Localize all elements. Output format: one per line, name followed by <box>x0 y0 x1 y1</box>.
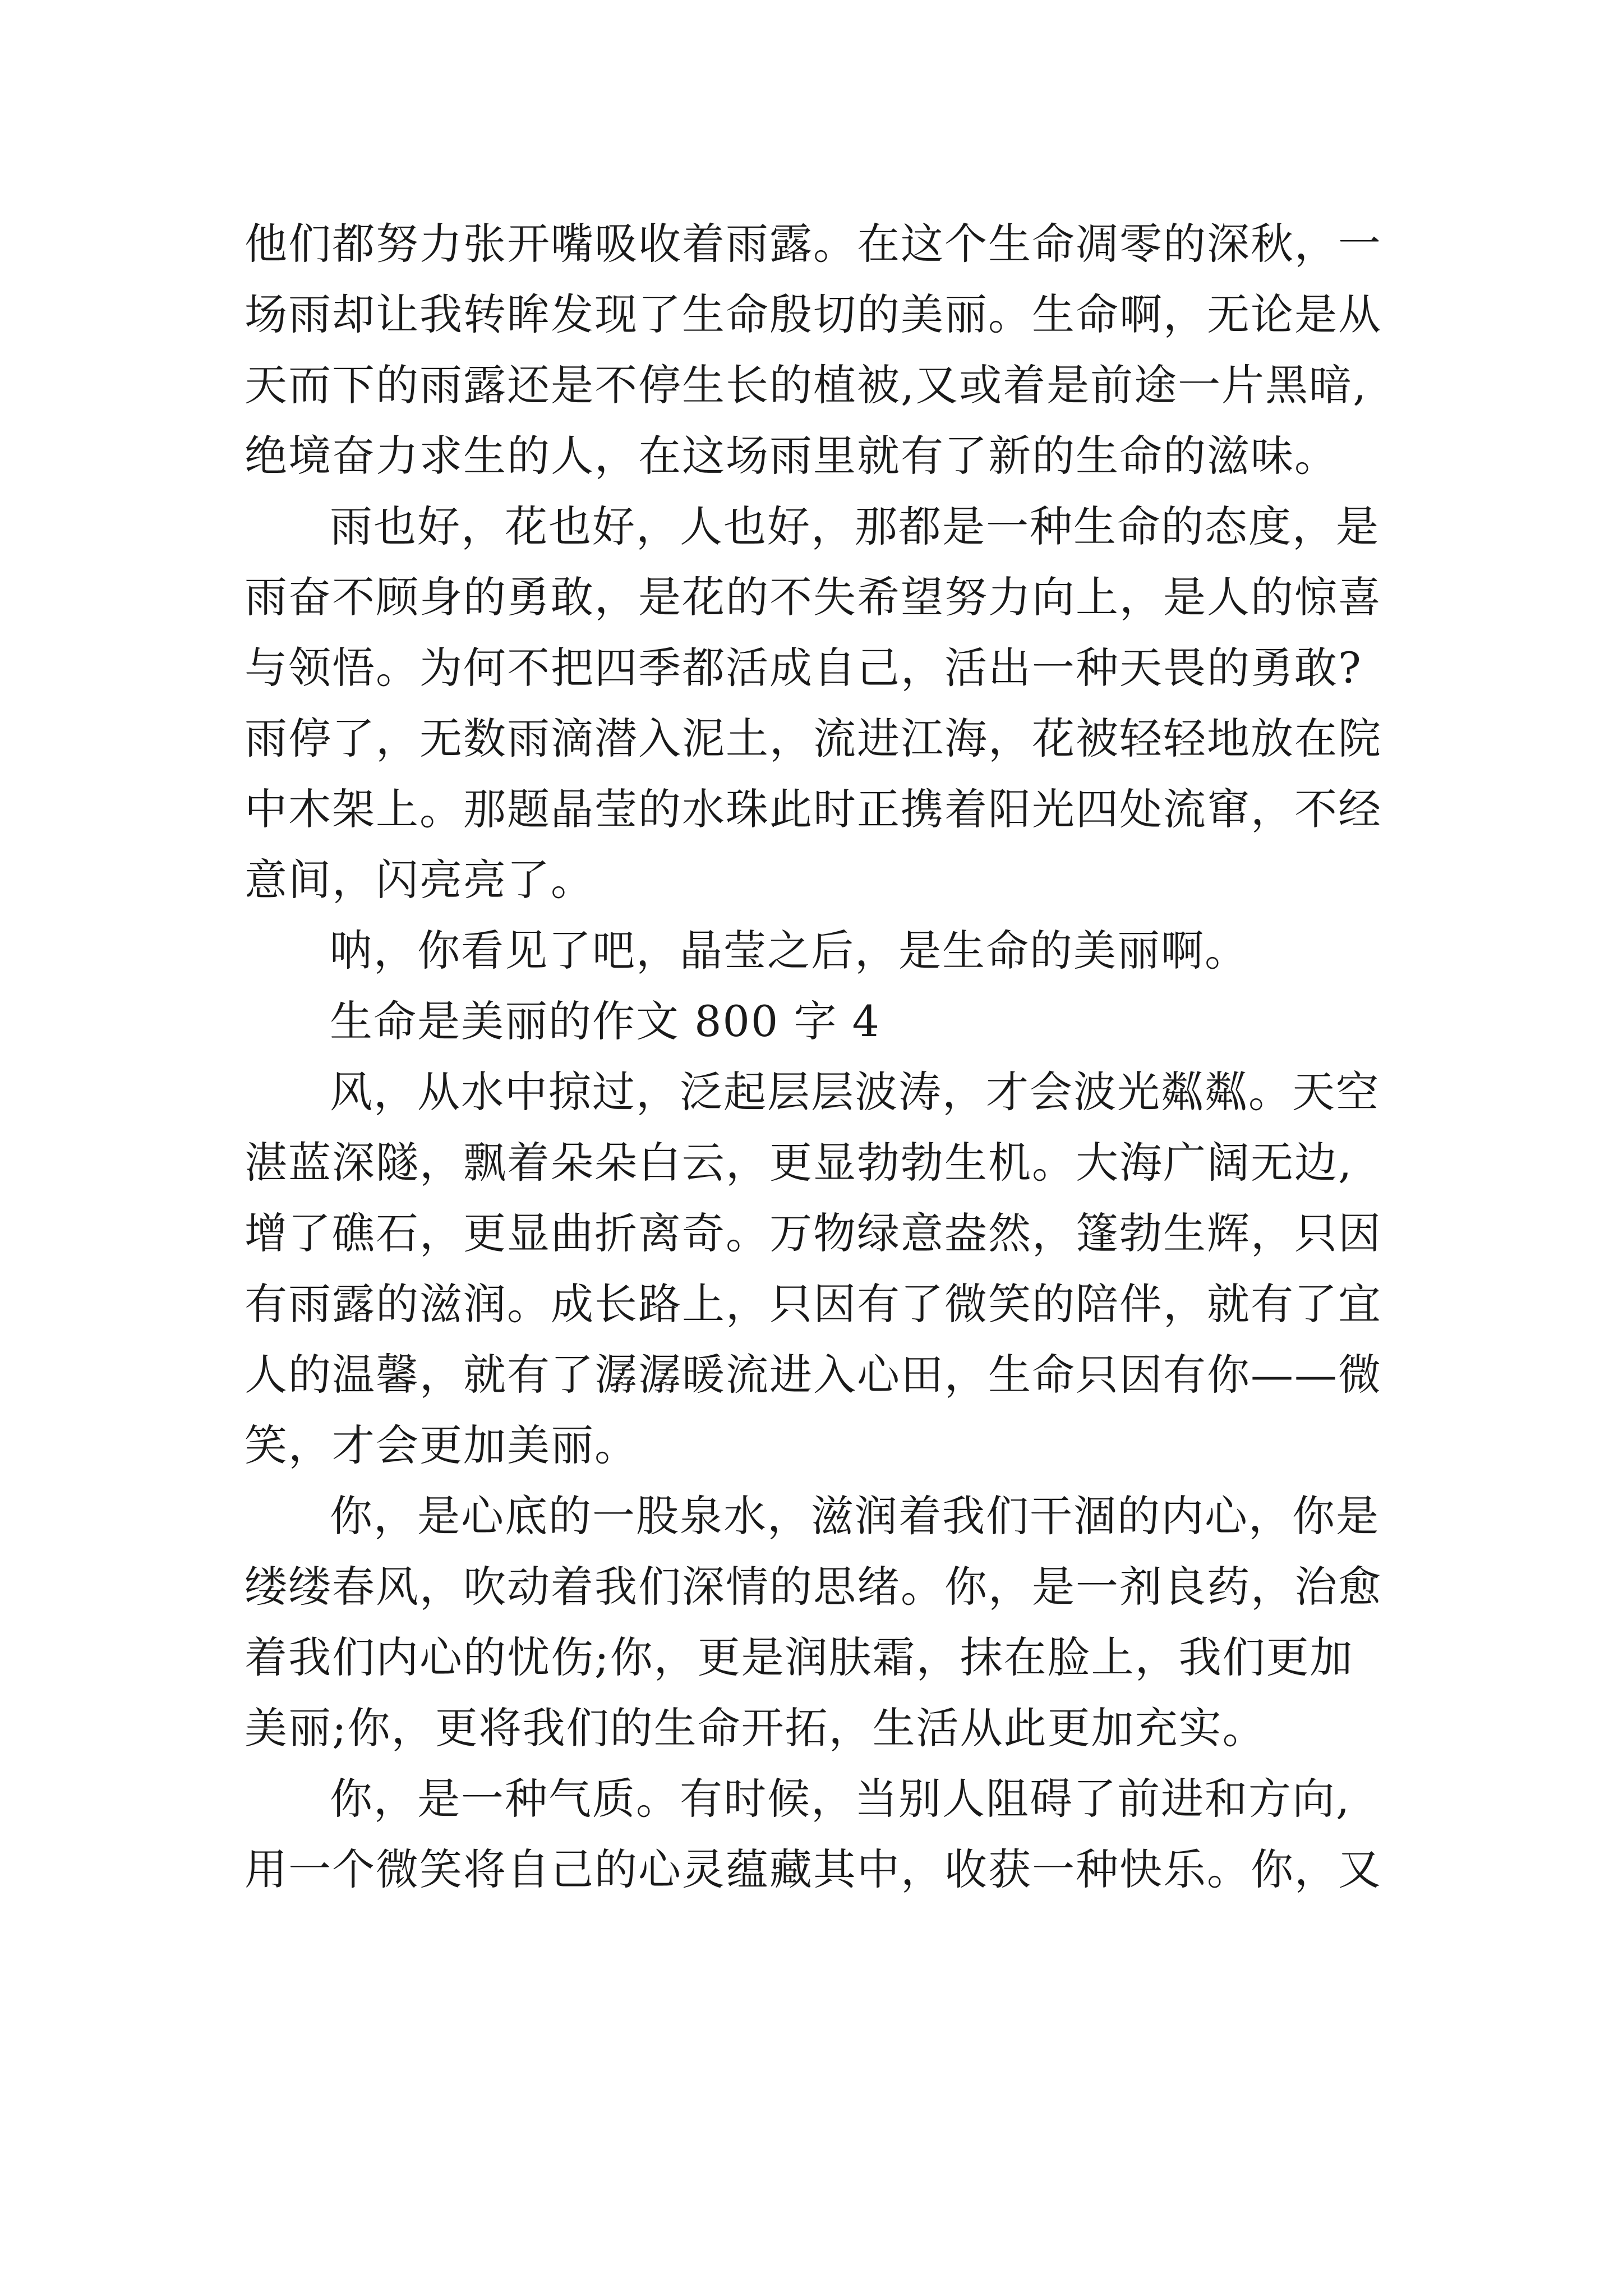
text-line: 他们都努力张开嘴吸收着雨露。在这个生命凋零的深秋，一 <box>245 219 1382 269</box>
text-line: 人的温馨，就有了潺潺暖流进入心田，生命只因有你——微 <box>245 1350 1382 1400</box>
text-line: 绝境奋力求生的人，在这场雨里就有了新的生命的滋味。 <box>245 431 1338 481</box>
text-line: 意间，闪亮亮了。 <box>245 855 594 905</box>
text-line: 雨奋不顾身的勇敢，是花的不失希望努力向上，是人的惊喜 <box>245 572 1382 622</box>
text-line: 缕缕春风，吹动着我们深情的思绪。你，是一剂良药，治愈 <box>245 1562 1382 1612</box>
text-line: 着我们内心的忧伤;你，更是润肤霜，抹在脸上，我们更加 <box>245 1632 1354 1682</box>
body-text <box>245 209 1422 1905</box>
text-line: 风，从水中掠过，泛起层层波涛，才会波光粼粼。天空 <box>330 1067 1380 1117</box>
text-line: 与领悟。为何不把四季都活成自己，活出一种天畏的勇敢? <box>245 643 1362 693</box>
text-line: 生命是美丽的作文 800 字 4 <box>330 996 880 1046</box>
text-line: 雨也好，花也好，人也好，那都是一种生命的态度，是 <box>330 501 1380 551</box>
text-line: 雨停了，无数雨滴潜入泥土，流进江海，花被轻轻地放在院 <box>245 714 1382 763</box>
text-line: 美丽;你，更将我们的生命开拓，生活从此更加充实。 <box>245 1703 1266 1753</box>
text-line: 天而下的雨露还是不停生长的植被,又或着是前途一片黑暗, <box>245 360 1368 410</box>
text-line: 场雨却让我转眸发现了生命殷切的美丽。生命啊，无论是从 <box>245 289 1382 339</box>
text-line: 笑，才会更加美丽。 <box>245 1420 638 1470</box>
text-line: 中木架上。那题晶莹的水珠此时正携着阳光四处流窜，不经 <box>245 784 1382 834</box>
text-line: 有雨露的滋润。成长路上，只因有了微笑的陪伴，就有了宜 <box>245 1279 1382 1329</box>
text-line: 用一个微笑将自己的心灵蕴藏其中，收获一种快乐。你，又 <box>245 1844 1382 1894</box>
text-line: 湛蓝深隧，飘着朵朵白云，更显勃勃生机。大海广阔无边, <box>245 1138 1353 1188</box>
text-line: 你，是心底的一股泉水，滋润着我们干涸的内心，你是 <box>330 1491 1380 1541</box>
text-line: 增了礁石，更显曲折离奇。万物绿意盎然，篷勃生辉，只因 <box>245 1208 1382 1258</box>
text-line: 呐，你看见了吧，晶莹之后，是生命的美丽啊。 <box>330 926 1248 976</box>
text-line: 你，是一种气质。有时候，当别人阻碍了前进和方向, <box>330 1774 1351 1824</box>
